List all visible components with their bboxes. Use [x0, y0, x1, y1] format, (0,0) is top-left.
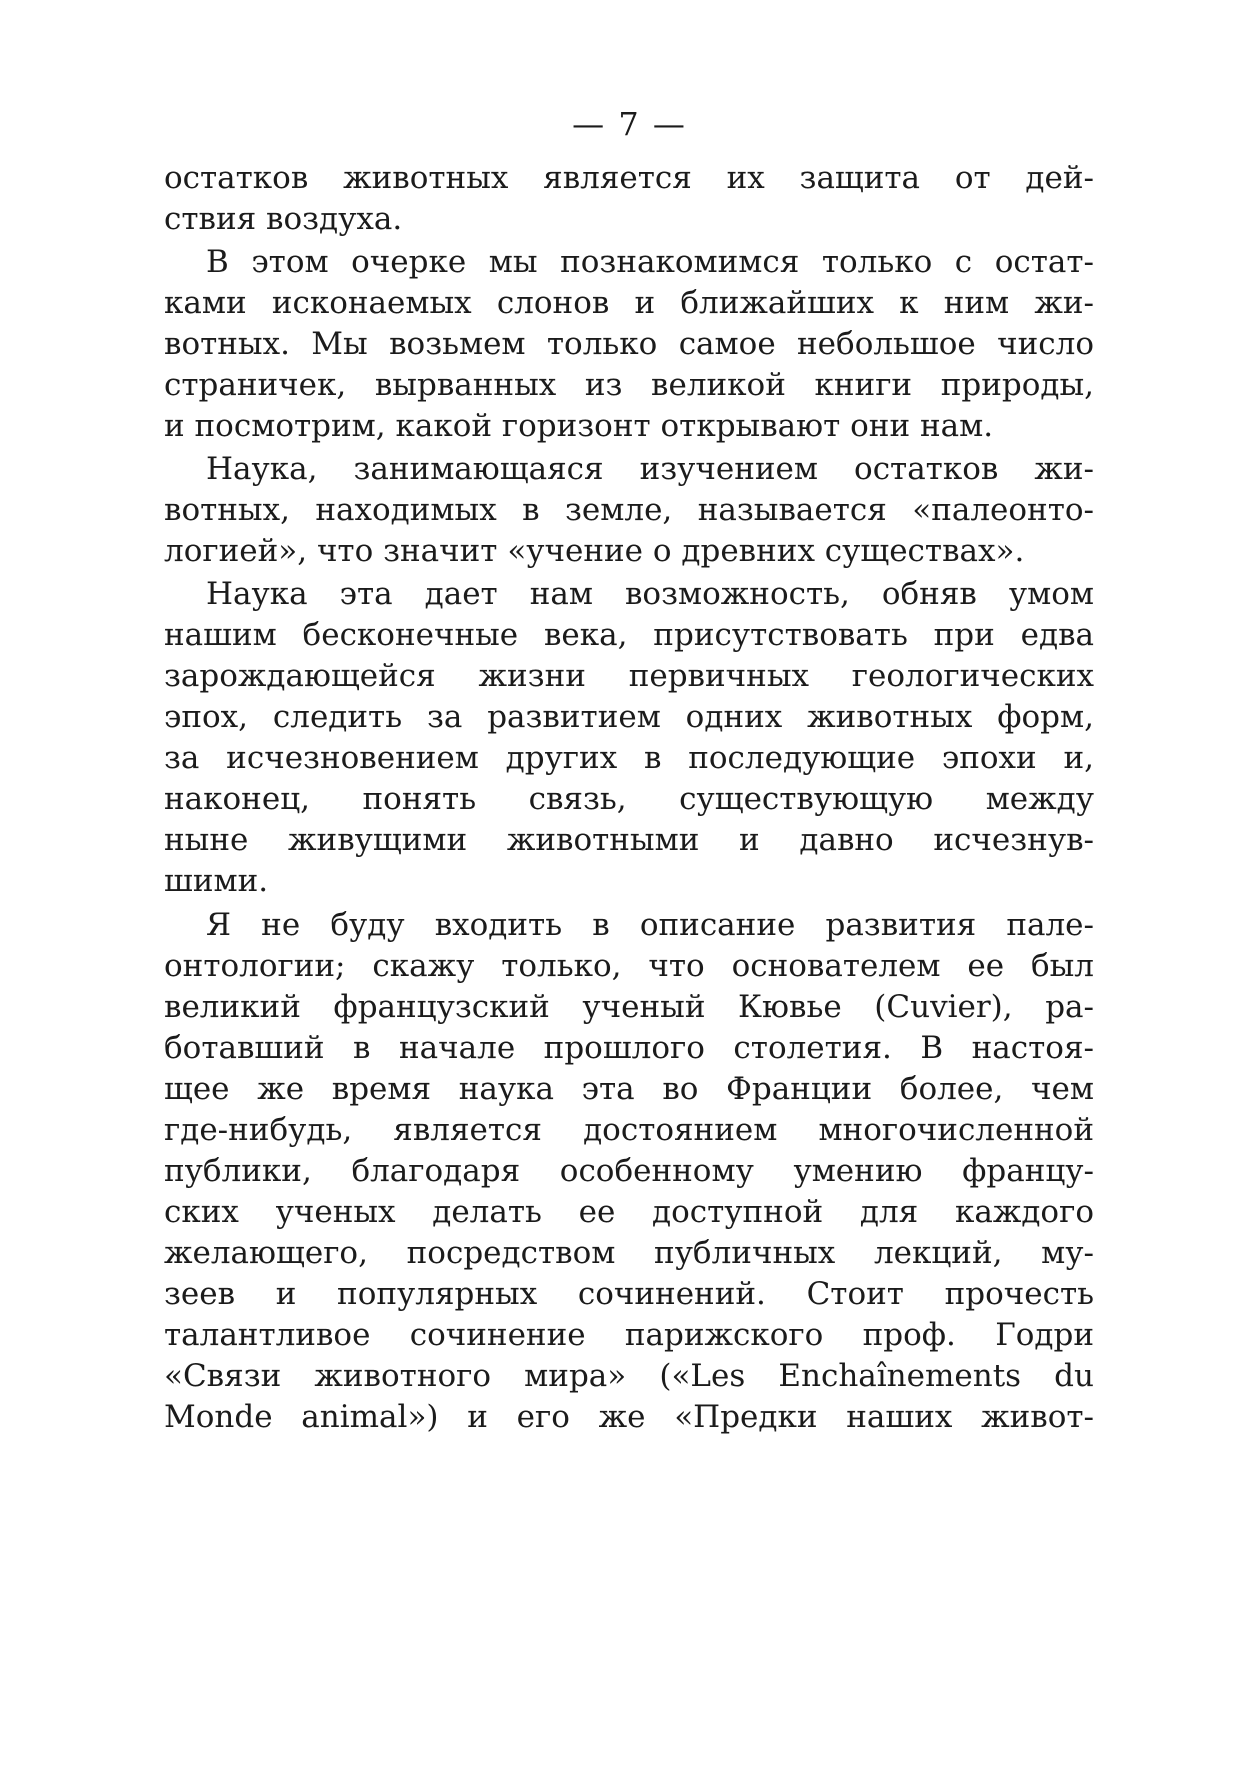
text-line: щее же время наука эта во Франции более, чем: [164, 1071, 1094, 1107]
text-line: «Связи животного мира» («Les Enchaînements du: [164, 1358, 1094, 1394]
text-line: публики, благодаря особенному умению францу-: [164, 1153, 1094, 1189]
text-line: Наука эта дает нам возможность, обняв умом: [206, 576, 1094, 612]
text-line: нашим бесконечные века, присутствовать при едва: [164, 617, 1094, 653]
text-line: и посмотрим, какой горизонт открывают они нам.: [164, 408, 994, 444]
text-line: ныне живущими животными и давно исчезнув-: [164, 822, 1094, 858]
text-line: ских ученых делать ее доступной для каждого: [164, 1194, 1094, 1230]
text-line: вотных. Мы возьмем только самое небольшое число: [164, 326, 1094, 362]
page-number: — 7 —: [572, 105, 687, 143]
text-line: за исчезновением других в последующие эпохи и,: [164, 740, 1094, 776]
text-line: зеев и популярных сочинений. Стоит прочесть: [164, 1276, 1094, 1312]
text-line: талантливое сочинение парижского проф. Годри: [164, 1317, 1094, 1353]
text-line: ботавший в начале прошлого столетия. В настоя-: [164, 1030, 1094, 1066]
text-line: желающего, посредством публичных лекций, му-: [164, 1235, 1094, 1271]
text-line: где-нибудь, является достоянием многочисленной: [164, 1112, 1094, 1148]
text-line: Я не буду входить в описание развития пале-: [206, 907, 1094, 943]
text-line: страничек, вырванных из великой книги природы,: [164, 367, 1094, 403]
text-line: ками исконаемых слонов и ближайших к ним жи-: [164, 285, 1094, 321]
text-line: Наука, занимающаяся изучением остатков жи-: [206, 451, 1094, 487]
text-line: шими.: [164, 863, 269, 899]
text-line: В этом очерке мы познакомимся только с остат-: [206, 244, 1094, 280]
text-line: великий французский ученый Кювье (Cuvier), ра-: [164, 989, 1094, 1025]
text-line: остатков животных является их защита от дей-: [164, 160, 1094, 196]
text-line: онтологии; скажу только, что основателем ее был: [164, 948, 1094, 984]
text-line: вотных, находимых в земле, называется «палеонто-: [164, 492, 1094, 528]
text-line: наконец, понять связь, существующую между: [164, 781, 1094, 817]
text-line: логией», что значит «учение о древних существах».: [164, 533, 1025, 569]
text-line: эпох, следить за развитием одних животных форм,: [164, 699, 1094, 735]
text-line: Monde animal») и его же «Предки наших живот-: [164, 1399, 1094, 1435]
text-line: ствия воздуха.: [164, 201, 403, 237]
text-line: зарождающейся жизни первичных геологических: [164, 658, 1094, 694]
